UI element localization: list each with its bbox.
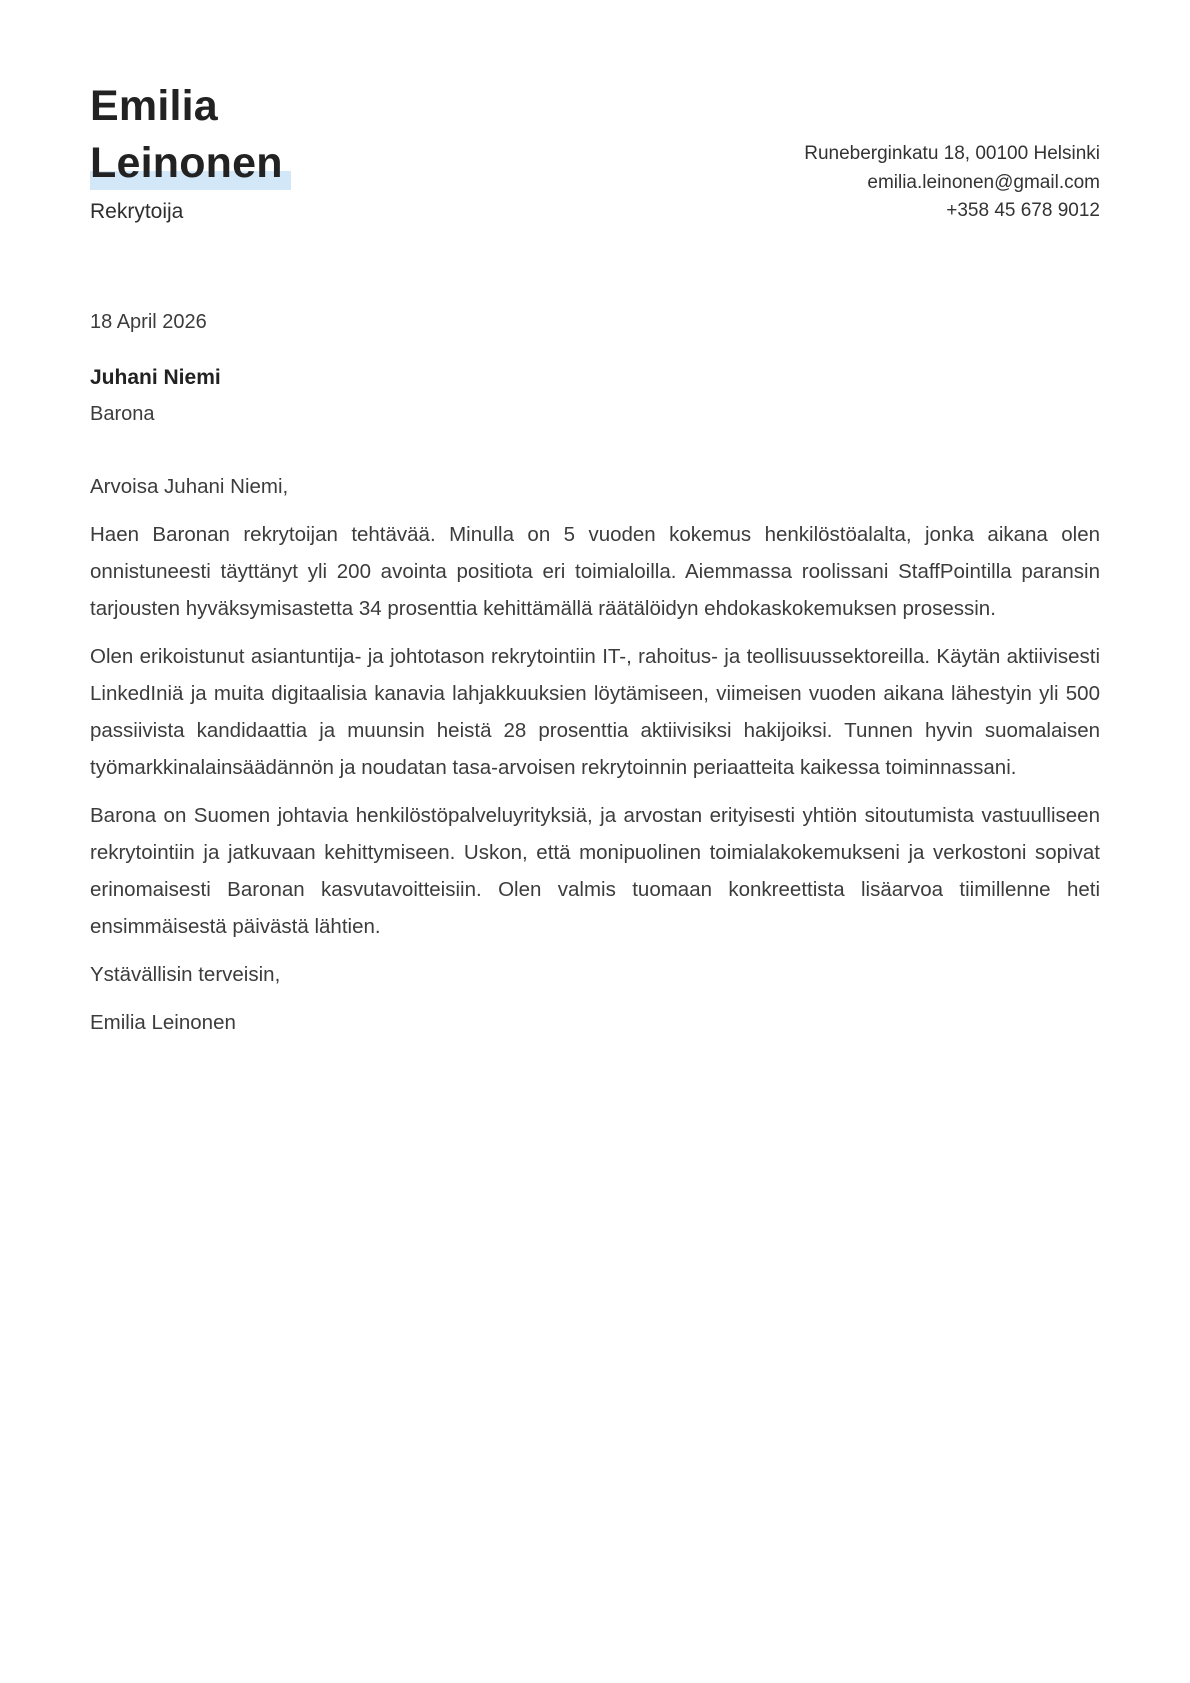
contact-phone: +358 45 678 9012 [946, 200, 1100, 221]
signature-name: Emilia Leinonen [90, 1011, 236, 1034]
body-paragraph-2: Olen erikoistunut asiantuntija- ja johtotason rekrytointiin IT-, rahoitus- ja teollisuussektoreilla. Käytän aktiivisesti LinkedIniä ja muita digitaalisia kanavia lahjakkuuksien löytämiseen, viimeisen vuoden aikana lähestyin yli 500 passiivista kandidaattia ja muunsin heistä 28 prosenttia aktiivisiksi hakijoiksi. Tunnen hyvin suomalaisen työmarkkinalainsäädännön ja noudatan tasa-arvoisen rekrytoinnin periaatteita kaikessa toiminnassani. [90, 645, 1100, 779]
sender-first-name: Emilia [90, 82, 218, 130]
recipient-name: Juhani Niemi [90, 366, 221, 389]
sender-name [90, 78, 291, 192]
closing-phrase: Ystävällisin terveisin, [90, 963, 281, 986]
sender-job-title: Rekrytoija [90, 200, 184, 223]
sender-last-name: Leinonen [90, 135, 291, 192]
recipient-company: Barona [90, 403, 155, 425]
sender-name-block [90, 78, 291, 226]
body-paragraph-3: Barona on Suomen johtavia henkilöstöpalveluyrityksiä, ja arvostan erityisesti yhtiön sitoutumista vastuulliseen rekrytointiin ja jatkuvaan kehittymiseen. Uskon, että monipuolinen toimialakokemukseni ja verkostoni sopivat erinomaisesti Baronan kasvutavoitteisiin. Olen valmis tuomaan konkreettista lisäarvoa tiimillenne heti ensimmäisestä päivästä lähtien. [90, 804, 1100, 938]
contact-address: Runeberginkatu 18, 00100 Helsinki [804, 143, 1100, 164]
letter-body [90, 468, 1100, 1041]
body-paragraph-1: Haen Baronan rekrytoijan tehtävää. Minulla on 5 vuoden kokemus henkilöstöalalta, jonka aikana olen onnistuneesti täyttänyt yli 200 avointa positiota eri toimialoilla. Aiemmassa roolissani StaffPointilla paransin tarjousten hyväksymisastetta 34 prosenttia kehittämällä räätälöidyn ehdokaskokemuksen prosessin. [90, 523, 1100, 620]
salutation: Arvoisa Juhani Niemi, [90, 475, 289, 498]
contact-email: emilia.leinonen@gmail.com [867, 171, 1100, 193]
letter-date: 18 April 2026 [90, 311, 207, 333]
recipient-block [90, 363, 1100, 428]
letter-header [90, 78, 1100, 226]
contact-block [804, 140, 1100, 226]
